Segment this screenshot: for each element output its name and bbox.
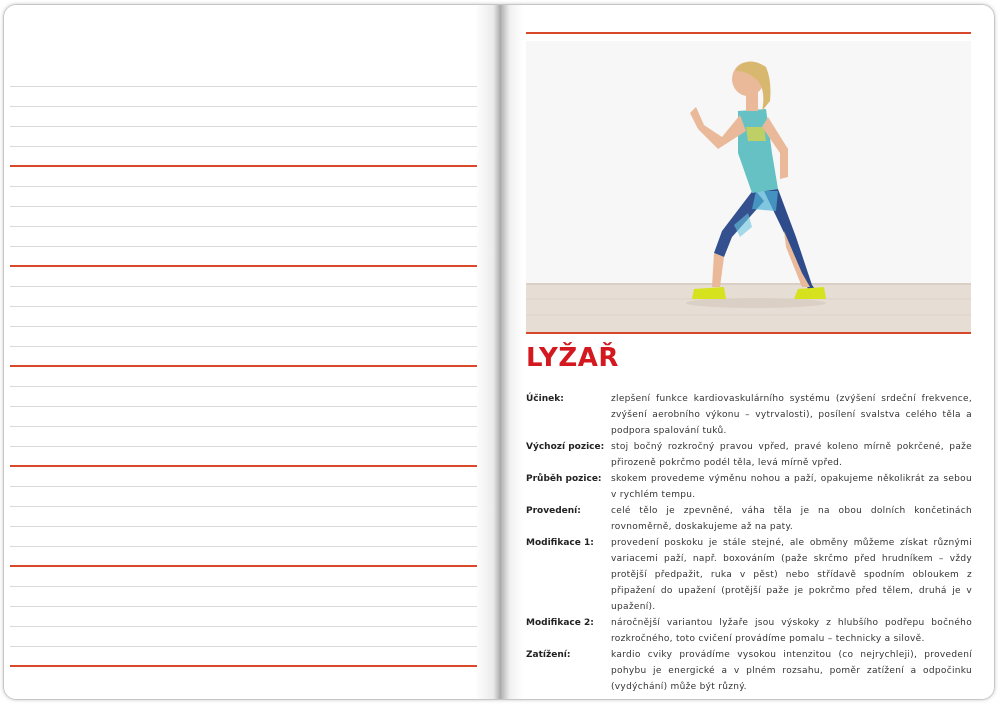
photo-bottom-rule bbox=[526, 332, 971, 334]
ruled-line bbox=[10, 627, 477, 647]
top-rule bbox=[526, 32, 971, 34]
description-row bbox=[526, 615, 972, 647]
ruled-line bbox=[10, 387, 477, 407]
gutter-shadow bbox=[501, 5, 523, 699]
ruled-line bbox=[10, 407, 477, 427]
ruled-line bbox=[10, 327, 477, 347]
ruled-line-accent bbox=[10, 647, 477, 667]
ruled-lines bbox=[10, 67, 477, 667]
ruled-line bbox=[10, 87, 477, 107]
row-label-prubeh-pozice: Průběh pozice: bbox=[526, 474, 602, 484]
left-page-ruled bbox=[4, 5, 501, 699]
exercise-title: LYŽAŘ bbox=[526, 343, 619, 373]
ruled-line bbox=[10, 587, 477, 607]
ruled-line bbox=[10, 207, 477, 227]
description-row bbox=[526, 471, 972, 503]
ruled-line bbox=[10, 507, 477, 527]
woman-skier-exercise-illustration bbox=[526, 41, 971, 333]
row-text-vychozi-pozice: stoj bočný rozkročný pravou vpřed, pravé koleno mírně pokrčené, paže přirozeně pokrčmo podél těla, levá mírně vpřed. bbox=[611, 442, 972, 468]
description-row bbox=[526, 647, 972, 695]
row-text-zatizeni: kardio cviky provádíme vysokou intenzitou (co nejrychleji), provedení pohybu je energické a v plném rozsahu, poměr zatížení a odpočinku (vydýchání) může být různý. bbox=[611, 650, 972, 692]
description-row bbox=[526, 503, 972, 535]
ruled-line bbox=[10, 227, 477, 247]
row-text-modifikace-1: provedení poskoku je stále stejné, ale obměny můžeme získat různými variacemi paží, např. boxováním (paže skrčmo před hrudníkem – vždy protější předpažit, ruka v pěst) nebo střídavě spodním obloukem z připažení do upažení (protější paže je pokrčmo před tělem, druhá je v upažení). bbox=[611, 538, 972, 612]
gutter-shadow bbox=[475, 5, 501, 699]
row-label-zatizeni: Zatížení: bbox=[526, 650, 571, 660]
ruled-line bbox=[10, 287, 477, 307]
ruled-line bbox=[10, 367, 477, 387]
row-label-vychozi-pozice: Výchozí pozice: bbox=[526, 442, 605, 452]
ruled-line bbox=[10, 127, 477, 147]
row-text-prubeh-pozice: skokem provedeme výměnu nohou a paží, opakujeme několikrát za sebou v rychlém tempu. bbox=[611, 474, 972, 500]
ruled-line bbox=[10, 467, 477, 487]
ruled-line-accent bbox=[10, 347, 477, 367]
row-text-modifikace-2: náročnější variantou lyžaře jsou výskoky z hlubšího podřepu bočného rozkročného, toto cvičení provádíme pomalu – technicky a silově. bbox=[611, 618, 972, 644]
ruled-line-accent bbox=[10, 247, 477, 267]
ruled-line bbox=[10, 307, 477, 327]
ruled-line bbox=[10, 267, 477, 287]
row-label-ucinek: Účinek: bbox=[526, 394, 564, 404]
ruled-line-accent bbox=[10, 547, 477, 567]
row-label-modifikace-2: Modifikace 2: bbox=[526, 618, 594, 628]
ruled-line bbox=[10, 607, 477, 627]
ruled-line bbox=[10, 427, 477, 447]
row-label-provedeni: Provedení: bbox=[526, 506, 581, 516]
row-text-provedeni: celé tělo je zpevněné, váha těla je na obou dolních končetinách rovnoměrně, doskakujeme až na paty. bbox=[611, 506, 972, 532]
exercise-photo bbox=[526, 41, 971, 333]
description-row bbox=[526, 535, 972, 615]
notebook-spread bbox=[4, 5, 994, 699]
ruled-line bbox=[10, 67, 477, 87]
exercise-description bbox=[526, 391, 972, 695]
ruled-line bbox=[10, 527, 477, 547]
ruled-line-accent bbox=[10, 447, 477, 467]
ruled-line bbox=[10, 487, 477, 507]
ruled-line bbox=[10, 567, 477, 587]
right-page bbox=[501, 5, 994, 699]
ruled-line bbox=[10, 187, 477, 207]
ruled-line-accent bbox=[10, 147, 477, 167]
row-text-ucinek: zlepšení funkce kardiovaskulárního systému (zvýšení srdeční frekvence, zvýšení aerobního výkonu – vytrvalosti), posílení svalstva celého těla a podpora spalování tuků. bbox=[611, 394, 972, 436]
description-row bbox=[526, 391, 972, 439]
ruled-line bbox=[10, 167, 477, 187]
description-row bbox=[526, 439, 972, 471]
row-label-modifikace-1: Modifikace 1: bbox=[526, 538, 594, 548]
ruled-line bbox=[10, 107, 477, 127]
